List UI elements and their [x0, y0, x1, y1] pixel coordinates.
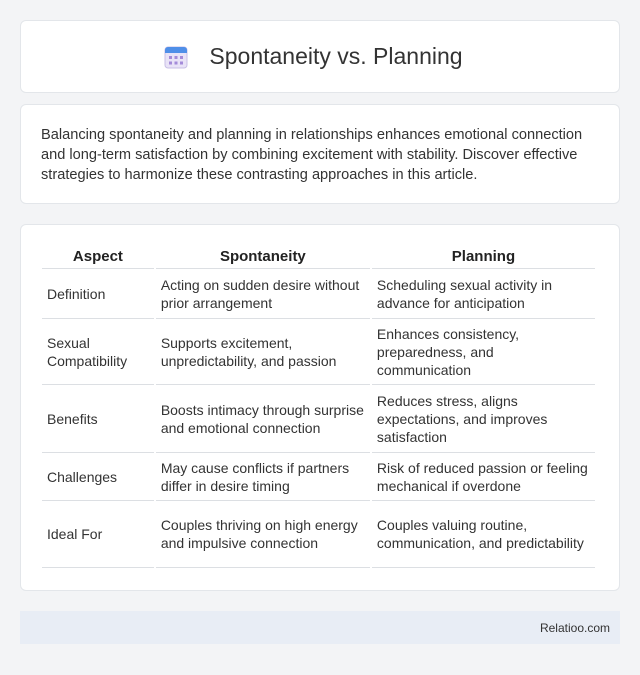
table-cell-aspect: Definition — [42, 269, 154, 319]
column-header-aspect: Aspect — [42, 243, 154, 269]
footer-site-link[interactable]: Relatioo.com — [539, 620, 610, 635]
table-cell-spontaneity: Boosts intimacy through surprise and emotional connection — [156, 385, 370, 453]
table-cell-spontaneity: Couples thriving on high energy and impulsive connection — [156, 501, 370, 568]
table-cell-aspect: Benefits — [42, 385, 154, 453]
intro-text: Balancing spontaneity and planning in relationships enhances emotional connection and long-term satisfaction by combining excitement with stability. Discover effective strategies to harmonize these contrasting approaches in this article. — [41, 127, 583, 183]
column-header-planning: Planning — [372, 243, 595, 269]
intro-card — [20, 104, 620, 204]
table-cell-aspect: Ideal For — [42, 501, 154, 568]
table-cell-aspect: Challenges — [42, 453, 154, 501]
comparison-table-card — [20, 224, 620, 591]
header-card — [20, 20, 620, 93]
table-cell-planning: Couples valuing routine, communication, and predictability — [372, 501, 595, 568]
table-cell-planning: Scheduling sexual activity in advance for anticipation — [372, 269, 595, 319]
table-row — [42, 453, 595, 501]
table-cell-aspect: Sexual Compatibility — [42, 319, 154, 385]
page-title: Spontaneity vs. Planning — [209, 43, 463, 69]
table-row — [42, 501, 595, 568]
table-row — [42, 269, 595, 319]
calendar-icon — [163, 44, 189, 70]
table-cell-spontaneity: Acting on sudden desire without prior arrangement — [156, 269, 370, 319]
table-cell-planning: Reduces stress, aligns expectations, and improves satisfaction — [372, 385, 595, 453]
table-cell-spontaneity: Supports excitement, unpredictability, and passion — [156, 319, 370, 385]
table-cell-planning: Risk of reduced passion or feeling mechanical if overdone — [372, 453, 595, 501]
table-cell-planning: Enhances consistency, preparedness, and communication — [372, 319, 595, 385]
table-row — [42, 319, 595, 385]
table-cell-spontaneity: May cause conflicts if partners differ in desire timing — [156, 453, 370, 501]
comparison-table — [40, 243, 597, 568]
table-row — [42, 385, 595, 453]
column-header-spontaneity: Spontaneity — [156, 243, 370, 269]
table-header-row — [42, 243, 595, 269]
footer — [20, 611, 620, 644]
